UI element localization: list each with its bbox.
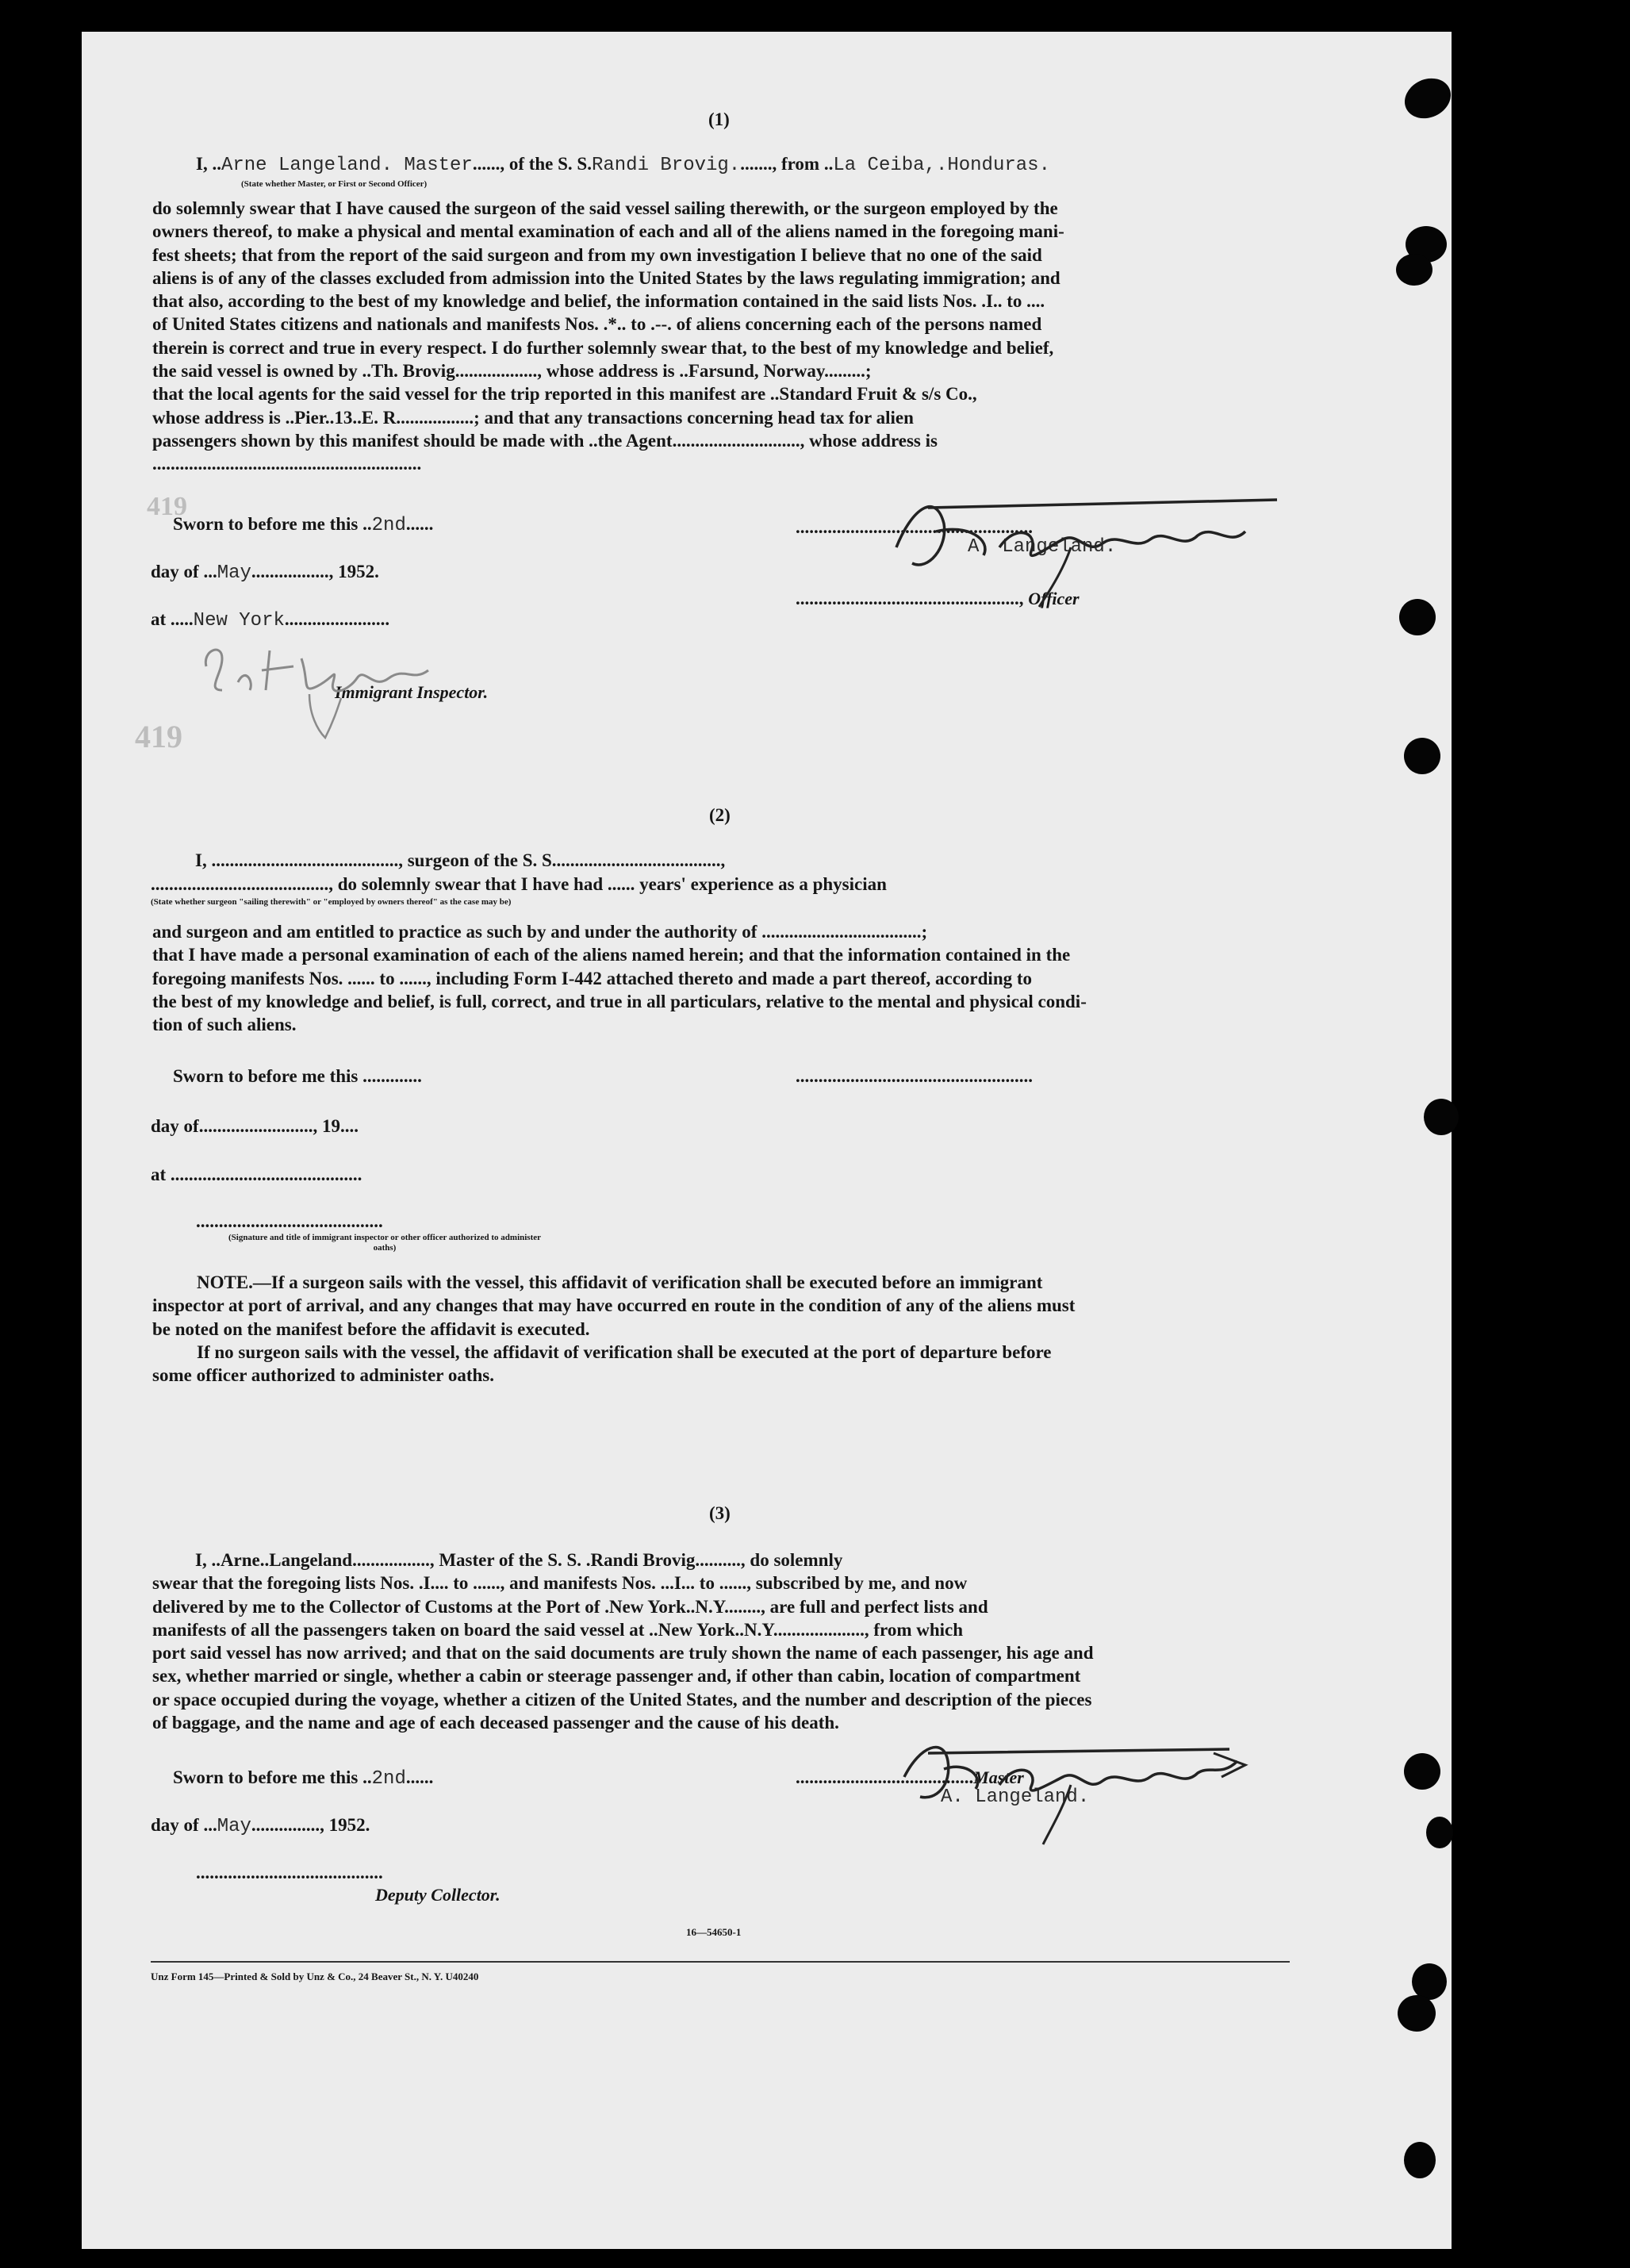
oath-line-1: I, ..Arne Langeland. Master......, of the S. S.Randi Brovig........, from ..La Ceiba,.Honduras.: [196, 154, 1050, 176]
role-note: (State whether Master, or First or Second Officer): [241, 179, 428, 189]
day-of-line: day of ...May..............., 1952.: [151, 1815, 370, 1837]
inspector-signature: [198, 635, 452, 746]
footer-rule: [151, 1961, 1290, 1963]
paragraph-line: of United States citizens and nationals and manifests Nos. .*.. to .--. of aliens concerning each of the persons named: [152, 314, 1042, 335]
note-line: inspector at port of arrival, and any changes that may have occurred en route in the condition of any of the aliens must: [152, 1295, 1076, 1316]
paragraph-line: do solemnly swear that I have caused the surgeon of the said vessel sailing therewith, or the surgeon employed by the: [152, 198, 1058, 218]
master-label: Master: [973, 1767, 1024, 1787]
master-name: Arne Langeland. Master: [221, 155, 473, 176]
sworn-line: Sworn to before me this ..2nd......: [173, 1767, 434, 1790]
note-line: some officer authorized to administer oaths.: [152, 1365, 494, 1386]
master-signature-line: .......................................Master: [796, 1767, 1024, 1787]
paragraph-line: swear that the foregoing lists Nos. .I.... to ......, and manifests Nos. ...I... to ......, subscribed by me, and now: [152, 1573, 968, 1594]
punch-hole: [1424, 1099, 1459, 1135]
surgeon-line-2: ......................................., do solemnly swear that I have had ...... years' experience as a physician: [151, 874, 887, 894]
section-number: (3): [709, 1503, 731, 1523]
form-code: 16—54650-1: [686, 1926, 742, 1938]
bleed-through-mark: 419: [147, 492, 187, 521]
punch-hole: [1426, 1817, 1453, 1848]
note-line: NOTE.—If a surgeon sails with the vessel, this affidavit of verification shall be executed before an immigrant: [197, 1272, 1043, 1292]
surgeon-note: (State whether surgeon "sailing therewith" or "employed by owners thereof" as the case may be): [151, 897, 512, 907]
paragraph-line: owners thereof, to make a physical and mental examination of each and all of the aliens named in the foregoing mani-: [152, 221, 1064, 242]
paragraph-line: or space occupied during the voyage, whether a citizen of the United States, and the number and description of the pieces: [152, 1689, 1092, 1710]
signature-dots: .........................................: [196, 1211, 383, 1231]
signature-dots: .........................................: [196, 1863, 383, 1882]
paragraph-line: of baggage, and the name and age of each deceased passenger and the cause of his death.: [152, 1713, 839, 1733]
sworn-day: 2nd: [371, 515, 406, 536]
punch-hole: [1404, 2142, 1436, 2178]
note-paragraph: [152, 1271, 1291, 1387]
section2-paragraph: [152, 920, 1291, 1036]
paragraph-line: that also, according to the best of my knowledge and belief, the information contained in the said lists Nos. .I.. to ....: [152, 291, 1045, 312]
signature-note: (Signature and title of immigrant inspector or other officer authorized to administer oaths): [228, 1233, 542, 1253]
month: May: [217, 562, 251, 584]
note-line: If no surgeon sails with the vessel, the affidavit of verification shall be executed at the port of departure before: [197, 1341, 1052, 1362]
collector-label: Deputy Collector.: [375, 1885, 501, 1905]
paragraph-line: sex, whether married or single, whether a cabin or steerage passenger and, if other than cabin, location of compartment: [152, 1666, 1081, 1687]
signature-dots: ....................................................: [796, 1066, 1033, 1086]
paragraph-line: therein is correct and true in every respect. I do further solemnly swear that, to the best of my knowledge and belief,: [152, 337, 1054, 358]
officer-line: ................................................., Officer: [796, 589, 1080, 608]
paragraph-line: that the local agents for the said vessel for the trip reported in this manifest are ..Standard Fruit & s/s Co.,: [152, 384, 977, 405]
section1-paragraph: [152, 197, 1291, 476]
month: May: [217, 1816, 251, 1837]
paragraph-line: delivered by me to the Collector of Customs at the Port of .New York..N.Y........, are full and perfect lists and: [152, 1596, 988, 1617]
paragraph-line: tion of such aliens.: [152, 1015, 297, 1035]
inspector-label: Immigrant Inspector.: [335, 682, 489, 702]
section-number: (2): [709, 805, 731, 825]
paragraph-line: whose address is ..Pier..13..E. R.................; and that any transactions concerning head tax for alien: [152, 407, 914, 428]
section3-paragraph: [152, 1548, 1291, 1734]
signer-typed-name: A. Langeland.: [968, 536, 1117, 558]
signer-typed-name: A. Langeland.: [941, 1786, 1090, 1808]
note-line: be noted on the manifest before the affidavit is executed.: [152, 1318, 590, 1339]
master-signature: [888, 1729, 1253, 1848]
sworn-day: 2nd: [371, 1768, 406, 1790]
paragraph-line: the best of my knowledge and belief, is full, correct, and true in all particulars, relative to the mental and physical condi-: [152, 991, 1087, 1011]
day-of-line: day of ...May................., 1952.: [151, 562, 379, 584]
bleed-through-mark: 419: [135, 719, 182, 754]
sworn-line: Sworn to before me this ..2nd......: [173, 514, 434, 536]
place: New York: [193, 610, 285, 631]
paragraph-line: aliens is of any of the classes excluded from admission into the United States by the laws regulating immigration; and: [152, 267, 1060, 288]
at-line: at ..........................................: [151, 1165, 362, 1184]
section-number: (1): [708, 109, 730, 129]
paragraph-line: that I have made a personal examination of each of the aliens named herein; and that the information contained in the: [152, 945, 1071, 965]
punch-hole: [1404, 1753, 1440, 1790]
paragraph-line: passengers shown by this manifest should be made with ..the Agent............................, whose address is: [152, 430, 938, 451]
punch-hole: [1404, 738, 1440, 774]
paragraph-line: the said vessel is owned by ..Th. Brovig.................., whose address is ..Farsund, Norway.........;: [152, 361, 872, 382]
paragraph-line: ...........................................................: [152, 454, 422, 474]
master-signature: [880, 476, 1293, 611]
at-line: at .....New York.......................: [151, 609, 390, 631]
paragraph-line: foregoing manifests Nos. ...... to ......, including Form I-442 attached thereto and made a part thereof, according to: [152, 968, 1033, 988]
punch-hole: [1396, 254, 1432, 286]
sworn-line: Sworn to before me this .............: [173, 1066, 422, 1086]
paragraph-line: fest sheets; that from the report of the said surgeon and from my own investigation I believe that no one of the said: [152, 244, 1042, 265]
surgeon-line-1: I, ........................................., surgeon of the S. S.....................................,: [195, 850, 726, 870]
paragraph-line: I, ..Arne..Langeland................., Master of the S. S. .Randi Brovig.........., do solemnly: [195, 1550, 843, 1570]
punch-hole: [1398, 1995, 1436, 2032]
vessel-name: Randi Brovig.: [591, 155, 741, 176]
paragraph-line: port said vessel has now arrived; and that on the said documents are truly shown the name of each passenger, his age and: [152, 1643, 1094, 1664]
officer-label: Officer: [1028, 589, 1080, 608]
day-of-line: day of........................., 19....: [151, 1116, 359, 1136]
signature-dots: ....................................................: [796, 517, 1033, 537]
punch-hole: [1399, 599, 1436, 635]
origin-port: La Ceiba,.Honduras.: [833, 155, 1050, 176]
paragraph-line: and surgeon and am entitled to practice as such by and under the authority of ...................................;: [152, 922, 928, 942]
printer-imprint: Unz Form 145—Printed & Sold by Unz & Co., 24 Beaver St., N. Y. U40240: [151, 1971, 479, 1982]
paragraph-line: manifests of all the passengers taken on board the said vessel at ..New York..N.Y...................., from which: [152, 1619, 964, 1640]
